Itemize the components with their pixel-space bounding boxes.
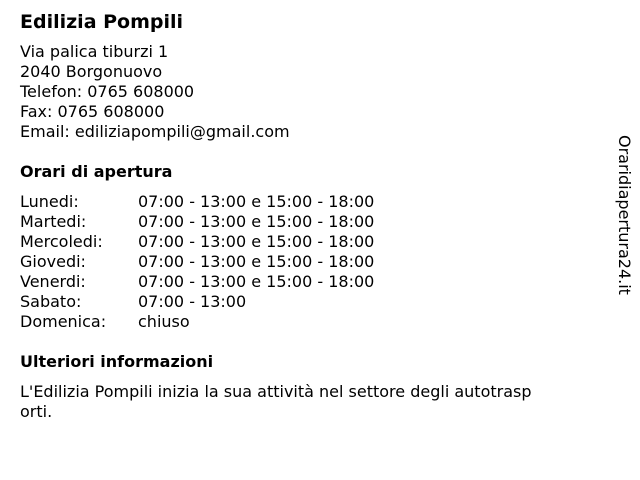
hours-row-friday — [20, 272, 580, 292]
address-city: 2040 Borgonuovo — [20, 62, 163, 81]
brand-watermark: Oraridiapertura24.it — [615, 135, 634, 295]
time-value: 07:00 - 13:00 e 15:00 - 18:00 — [138, 272, 375, 291]
business-card — [20, 10, 580, 422]
time-value: 07:00 - 13:00 e 15:00 - 18:00 — [138, 192, 375, 211]
fax-number: Fax: 0765 608000 — [20, 102, 165, 121]
opening-hours-title: Orari di apertura — [20, 162, 173, 181]
hours-row-saturday — [20, 292, 580, 312]
address-street: Via palica tiburzi 1 — [20, 42, 169, 61]
day-label: Sabato: — [20, 292, 82, 311]
day-label: Giovedi: — [20, 252, 86, 271]
day-label: Lunedi: — [20, 192, 79, 211]
business-name: Edilizia Pompili — [20, 11, 184, 33]
hours-row-sunday — [20, 312, 580, 332]
hours-row-wednesday — [20, 232, 580, 252]
hours-row-tuesday — [20, 212, 580, 232]
more-info-title: Ulteriori informazioni — [20, 352, 214, 371]
opening-hours-table — [20, 192, 580, 332]
day-label: Domenica: — [20, 312, 107, 331]
email-address: Email: ediliziapompili@gmail.com — [20, 122, 290, 141]
time-value: 07:00 - 13:00 e 15:00 - 18:00 — [138, 252, 375, 271]
more-info-text: L'Edilizia Pompili inizia la sua attività nel settore degli autotrasporti. — [20, 382, 532, 421]
hours-row-thursday — [20, 252, 580, 272]
time-value: chiuso — [138, 312, 190, 331]
time-value: 07:00 - 13:00 e 15:00 - 18:00 — [138, 232, 375, 251]
day-label: Martedi: — [20, 212, 87, 231]
time-value: 07:00 - 13:00 — [138, 292, 247, 311]
hours-row-monday — [20, 192, 580, 212]
time-value: 07:00 - 13:00 e 15:00 - 18:00 — [138, 212, 375, 231]
phone-number: Telefon: 0765 608000 — [20, 82, 195, 101]
day-label: Venerdi: — [20, 272, 86, 291]
day-label: Mercoledi: — [20, 232, 103, 251]
